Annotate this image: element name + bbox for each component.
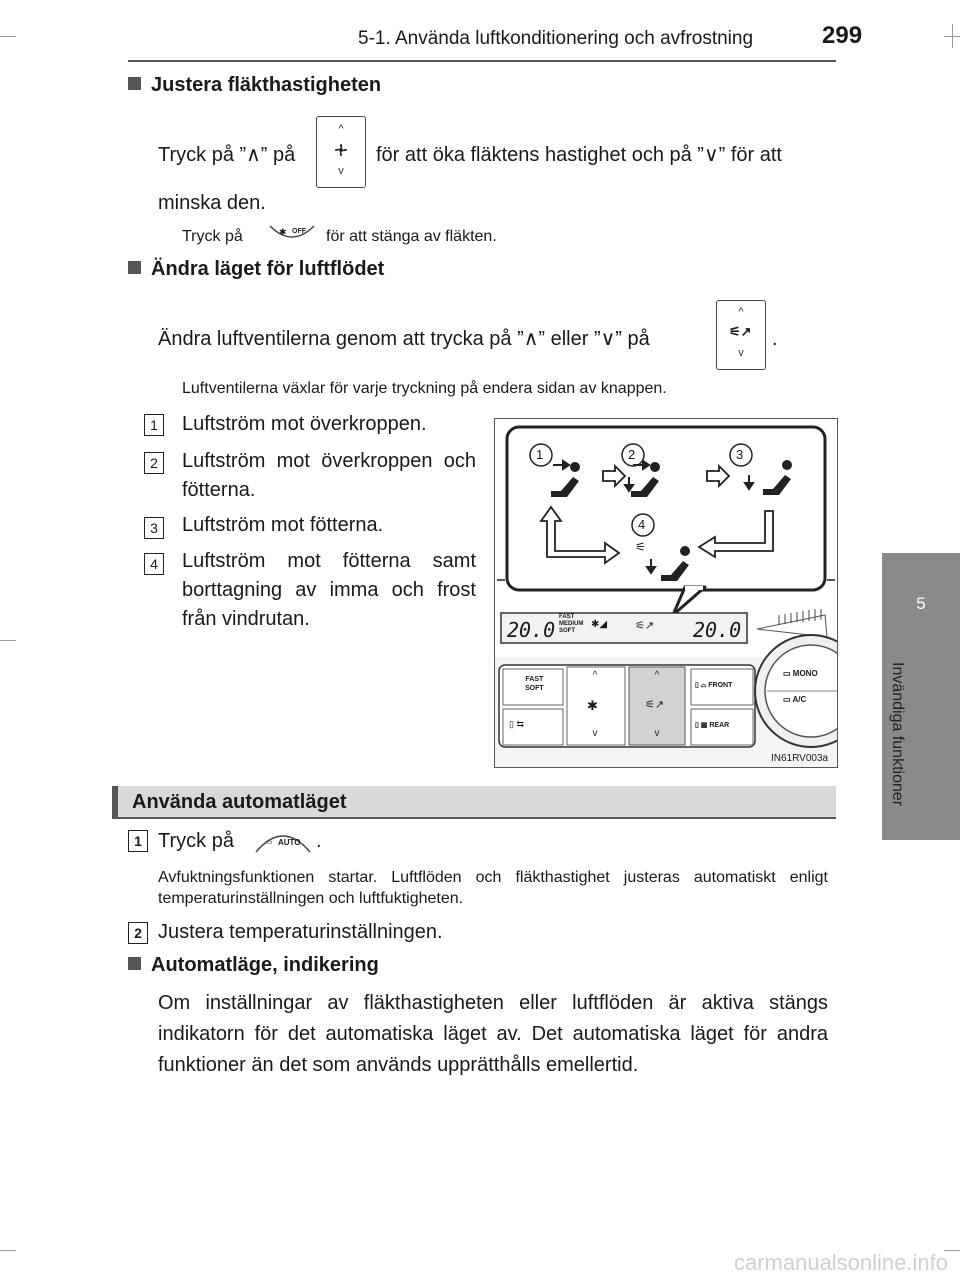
fan-line1-after: för att öka fläktens hastighet och på ”∨” för att [376,144,782,166]
chevron-down-icon: v [738,347,744,359]
chevron-up-icon: ^ [738,306,744,318]
airflow-mode-icon: ⚟↗ [729,324,752,339]
airflow-line-before: Ändra luftventilerna genom att trycka på ”∧” eller ”∨” på [158,328,650,350]
svg-text:v: v [654,728,660,739]
display-temp-right: 20.0 [693,618,742,642]
square-bullet-icon [128,261,141,274]
sub-heading-auto-indicator: Automatläge, indikering [128,954,379,977]
crop-mark [0,1250,16,1251]
list-number: 2 [144,452,164,474]
auto-button-icon [254,826,312,854]
step-number: 1 [128,830,148,852]
step1-before: Tryck på [158,830,234,852]
figure-code: IN61RV003a [771,753,829,764]
callout-number: 3 [736,447,744,462]
airflow-line-after: . [772,328,778,350]
callout-number: 4 [638,517,646,532]
chevron-up-icon: ^ [338,123,344,135]
callout-number: 2 [628,447,636,462]
front-defrost-button: ▯ ⌓ FRONT [695,682,733,689]
step1-after: . [316,830,322,852]
list-number: 4 [144,553,164,575]
airflow-mode-icon: ⚟↗ [645,699,665,711]
ac-button: ▭ A/C [783,695,807,704]
recirculation-icon: ▯ ⇆ [509,719,524,729]
page-number: 299 [822,22,863,49]
auto-label: AUTO [278,838,301,847]
fan-off-button-icon [268,224,316,246]
svg-text:⚟: ⚟ [635,540,646,554]
crop-mark [952,24,953,48]
list-item: Luftström mot överkroppen och fötterna. [182,450,476,501]
list-number: 3 [144,517,164,539]
display-airflow-icon: ⚟↗ [635,620,655,632]
svg-text:v: v [592,728,598,739]
crop-mark [0,640,16,641]
airflow-mode-button-icon [716,300,766,370]
list-item: Luftström mot fötterna. [182,514,384,536]
fan-speed-button-icon [316,116,366,188]
square-bullet-icon [128,77,141,90]
crop-mark [0,36,16,37]
chevron-down-icon: v [338,165,344,177]
climate-panel-figure [494,418,838,768]
fast-soft-button: FAST SOFT [525,676,544,692]
rear-defrost-button: ▯ ▦ REAR [695,722,730,729]
list-item: Luftström mot fötterna samt borttagning av imma och frost från vindrutan. [182,550,476,630]
off-label: OFF [292,228,306,235]
step-number: 2 [128,922,148,944]
step1-note: Avfuktningsfunktionen startar. Luftflöden och fläkthastighet justeras automatiskt enligt temperaturinställningen och luftfuktigheten. [158,869,828,907]
airflow-note: Luftventilerna växlar för varje tryckning på endera sidan av knappen. [182,380,667,397]
list-number: 1 [144,414,164,436]
fan-note-before: Tryck på [182,228,243,245]
fan-line1-before: Tryck på ”∧” på [158,144,296,166]
fan-note-after: för att stänga av fläkten. [326,228,497,245]
auto-indicator-text: Om inställningar av fläkthastigheten eller luftflöden är aktiva stängs indikatorn för det automatiska läget av. Det automatiska läget för andra funktioner än det som används upprätthålls emellertid. [158,992,828,1076]
display-temp-left: 20.0 [507,618,556,642]
section-heading-fan: Justera fläkthastigheten [128,74,381,97]
section-banner-title: Använda automatläget [132,791,347,813]
section-banner-bar [112,786,118,818]
chapter-tab-number: 5 [916,594,926,613]
chapter-title: 5-1. Använda luftkonditionering och avfrostning [358,28,754,49]
section-heading-airflow: Ändra läget för luftflödet [128,258,384,281]
fan-small-icon: ✱ [279,227,287,237]
list-item: Luftström mot överkroppen. [182,413,427,435]
chapter-tab-label: Invändiga funktioner [889,662,906,807]
auto-indicator-icon: ▭ [266,839,273,846]
step2-text: Justera temperaturinställningen. [158,921,443,943]
svg-text:^: ^ [592,670,598,681]
callout-number: 1 [536,447,544,462]
display-fan-levels: FAST MEDIUM SOFT [559,614,584,634]
display-fan-icon: ✱◢ [591,619,608,630]
svg-text:^: ^ [654,670,660,681]
fan-icon [333,142,349,158]
mono-button: ▭ MONO [783,669,818,678]
section-banner-rule [112,817,836,819]
header-rule [128,60,836,62]
fan-line2: minska den. [158,192,266,214]
square-bullet-icon [128,957,141,970]
fan-icon: ✱ [587,698,598,713]
watermark: carmanualsonline.info [733,1250,948,1275]
